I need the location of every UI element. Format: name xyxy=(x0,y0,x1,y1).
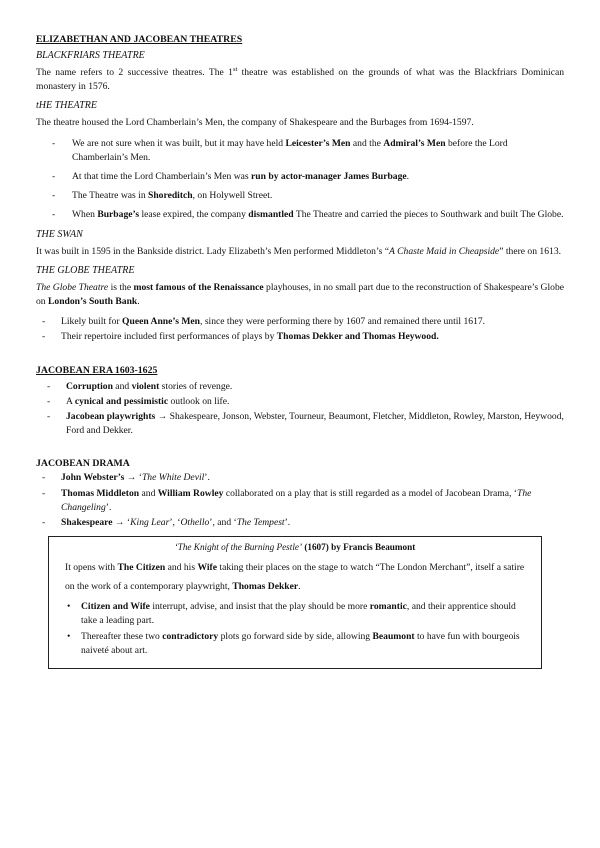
swan-paragraph: It was built in 1595 in the Bankside district. Lady Elizabeth’s Men performed Middleton’s “A Chaste Maid in Cheapside” there on 1613. xyxy=(36,245,562,257)
list-item: - Thomas Middleton and William Rowley collaborated on a play that is still regarded as a model of Jacobean Drama, ‘The Changeling’. xyxy=(36,487,564,515)
list-item: - The Theatre was in Shoreditch, on Holywell Street. xyxy=(36,189,564,203)
list-item: - Likely built for Queen Anne’s Men, since they were performing there by 1607 and remained there until 1617. xyxy=(36,315,564,329)
the-theatre-heading: tHE THEATRE xyxy=(36,100,98,112)
box-paragraph: It opens with The Citizen and his Wife taking their places on the stage to watch “The London Merchant”, itself a satire on the work of a contemporary playwright, Thomas Dekker. xyxy=(65,562,525,593)
jacobean-drama-heading: JACOBEAN DRAMA xyxy=(36,458,130,470)
list-item: • Thereafter these two contradictory plots go forward side by side, allowing Beaumont to have fun with bourgeois naiveté about art. xyxy=(59,630,531,658)
list-item: - John Webster’s → ‘The White Devil’. xyxy=(36,471,564,485)
list-item: - Jacobean playwrights → Shakespeare, Jonson, Webster, Tourneur, Beaumont, Fletcher, Middleton, Rowley, Marston, Heywood, Ford and Dekker. xyxy=(36,410,564,438)
list-item: - Corruption and violent stories of revenge. xyxy=(36,380,564,394)
document-page xyxy=(36,34,564,669)
jacobean-era-heading: JACOBEAN ERA 1603-1625 xyxy=(36,364,158,376)
list-item: - We are not sure when it was built, but it may have held Leicester’s Men and the Admiral’s Men before the Lord Chamberlain’s Men. xyxy=(36,137,564,165)
the-theatre-intro: The theatre housed the Lord Chamberlain’s Men, the company of Shakespeare and the Burbages from 1694-1597. xyxy=(36,117,474,129)
box-title: ‘The Knight of the Burning Pestle’ (1607) by Francis Beaumont xyxy=(174,542,416,553)
list-item: - When Burbage’s lease expired, the company dismantled The Theatre and carried the pieces to Southwark and built The Globe. xyxy=(36,208,564,222)
globe-paragraph: The Globe Theatre is the most famous of the Renaissance playhouses, in no small part due to the reconstruction of Shakespeare’s Globe on London’s South Bank. xyxy=(36,281,565,308)
list-item: - At that time the Lord Chamberlain’s Men was run by actor-manager James Burbage. xyxy=(36,170,564,184)
jacobean-era-list xyxy=(36,380,564,439)
list-item: - Their repertoire included first performances of plays by Thomas Dekker and Thomas Heywood. xyxy=(36,330,564,344)
the-theatre-list xyxy=(36,137,564,223)
jacobean-drama-list xyxy=(36,471,564,530)
blackfriars-paragraph: The name refers to 2 successive theatres. The 1st theatre was established on the grounds of what was the Blackfriars Dominican monastery in 1576. xyxy=(36,65,565,93)
globe-list xyxy=(36,315,564,344)
list-item: • Citizen and Wife interrupt, advise, and insist that the play should be more romantic, and their apprentice should take a leading part. xyxy=(59,600,531,628)
blackfriars-heading: BLACKFRIARS THEATRE xyxy=(36,50,145,61)
knight-burning-pestle-box xyxy=(48,536,542,669)
list-item: - A cynical and pessimistic outlook on life. xyxy=(36,395,564,409)
document-title: ELIZABETHAN AND JACOBEAN THEATRES xyxy=(36,34,243,45)
globe-heading: THE GLOBE THEATRE xyxy=(36,264,135,276)
list-item: - Shakespeare → ‘King Lear’, ‘Othello’, and ‘The Tempest’. xyxy=(36,516,564,530)
swan-heading: THE SWAN xyxy=(36,228,83,240)
box-bullet-list xyxy=(59,600,531,658)
